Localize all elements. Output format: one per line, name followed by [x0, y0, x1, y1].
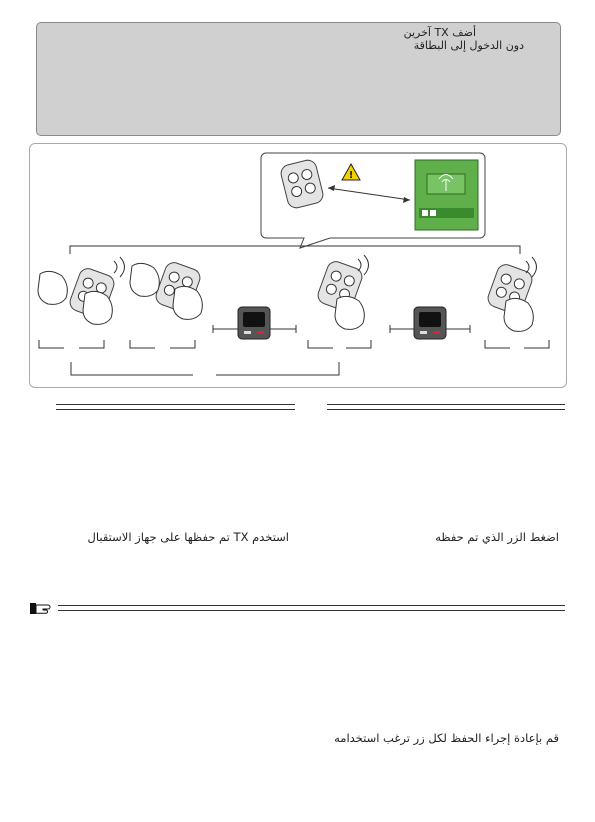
hand-icon	[335, 296, 364, 329]
section-rule-right	[327, 404, 565, 410]
pointing-hand-icon	[30, 600, 52, 613]
header-box	[36, 22, 561, 136]
procedure-diagram	[30, 144, 566, 387]
step-brackets	[39, 340, 549, 348]
top-bracket	[70, 246, 520, 254]
hand-icon	[504, 298, 533, 331]
header-title: أضف TX آخرين	[403, 26, 476, 39]
receiver-board-icon	[415, 160, 478, 230]
right-step-caption: اضغط الزر الذي تم حفظه	[435, 530, 559, 544]
hand-icon	[173, 286, 202, 319]
note-rule	[58, 605, 565, 611]
svg-text:!: !	[348, 170, 354, 181]
receiver-unit-icon	[414, 307, 446, 339]
left-step-caption: استخدم TX تم حفظها على جهاز الاستقبال	[87, 530, 289, 544]
group-bracket	[71, 362, 339, 375]
section-rule-left	[56, 404, 295, 410]
diagram-panel	[29, 143, 567, 388]
signal-waves-icon	[114, 257, 125, 277]
note-text: قم بإعادة إجراء الحفظ لكل زر ترغب استخدامه	[334, 731, 559, 745]
header-subtitle: دون الدخول إلى البطاقة	[413, 39, 524, 52]
hand-icon	[130, 263, 159, 296]
receiver-unit-icon	[238, 307, 270, 339]
hand-icon	[38, 271, 67, 304]
